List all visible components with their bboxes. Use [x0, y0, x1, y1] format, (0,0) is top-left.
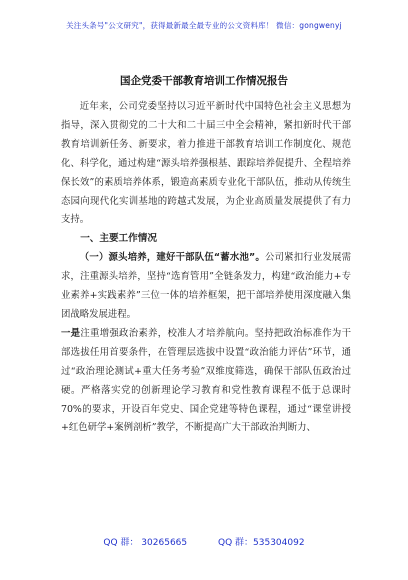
- intro-paragraph: 近年来，公司党委坚持以习近平新时代中国特色社会主义思想为指导，深入贯彻党的二十大和二十届三中全会精神，紧扣新时代干部教育培训新任务、新要求，着力推进干部教育培训工作制度化、规范化、科学化，通过构建“源头培养强根基、跟踪培养促提升、全程培养保长效”的素质培养体系，锻造高素质专业化干部队伍，推动从传统生态园向现代化实训基地的跨越式发展，为企业高质量发展提供了有力支持。: [61, 101, 351, 226]
- page-title: 国企党委干部教育培训工作情况报告: [120, 75, 288, 87]
- subsection-paragraph: [61, 249, 351, 325]
- point-one-paragraph: [61, 325, 351, 438]
- subsection-text: 公司紧扣行业发展需求，注重源头培养，坚持“选育管用”全链条发力，构建“政治能力+专业素养+实践素养”三位一体的培养框架，把干部培养使用深度融入集团战略发展进程。: [61, 252, 351, 320]
- header-banner: 关注头条号"公文研究"，获得最新最全最专业的公文资料库！ 微信：gongwenyj: [66, 21, 342, 30]
- footer-qq-group-1: QQ 群： 30265665: [103, 538, 188, 548]
- point-one-text: 注重增强政治素养，校准人才培养航向。坚持把政治标准作为干部选拔任用首要条件，在管理层选拔中设置“政治能力评估”环节，通过“政治理论测试+重大任务考验”双维度筛选，确保干部队伍政治过硬。严格落实党的创新理论学习教育和党性教育课程不低于总课时70%的要求，开设百年党史、国企党建等特色课程，通过“课堂讲授+红色研学+案例剖析”教学，不断提高广大干部政治判断力、: [61, 327, 351, 434]
- point-one-lead: 一是: [61, 327, 81, 339]
- footer-qq-group-2: QQ 群：535304092: [218, 538, 305, 548]
- footer: [0, 535, 408, 548]
- section-heading: 一、主要工作情况: [80, 233, 157, 245]
- subsection-heading: （一）源头培养，建好干部队伍“蓄水池”。: [79, 252, 265, 264]
- document-body: [61, 98, 351, 438]
